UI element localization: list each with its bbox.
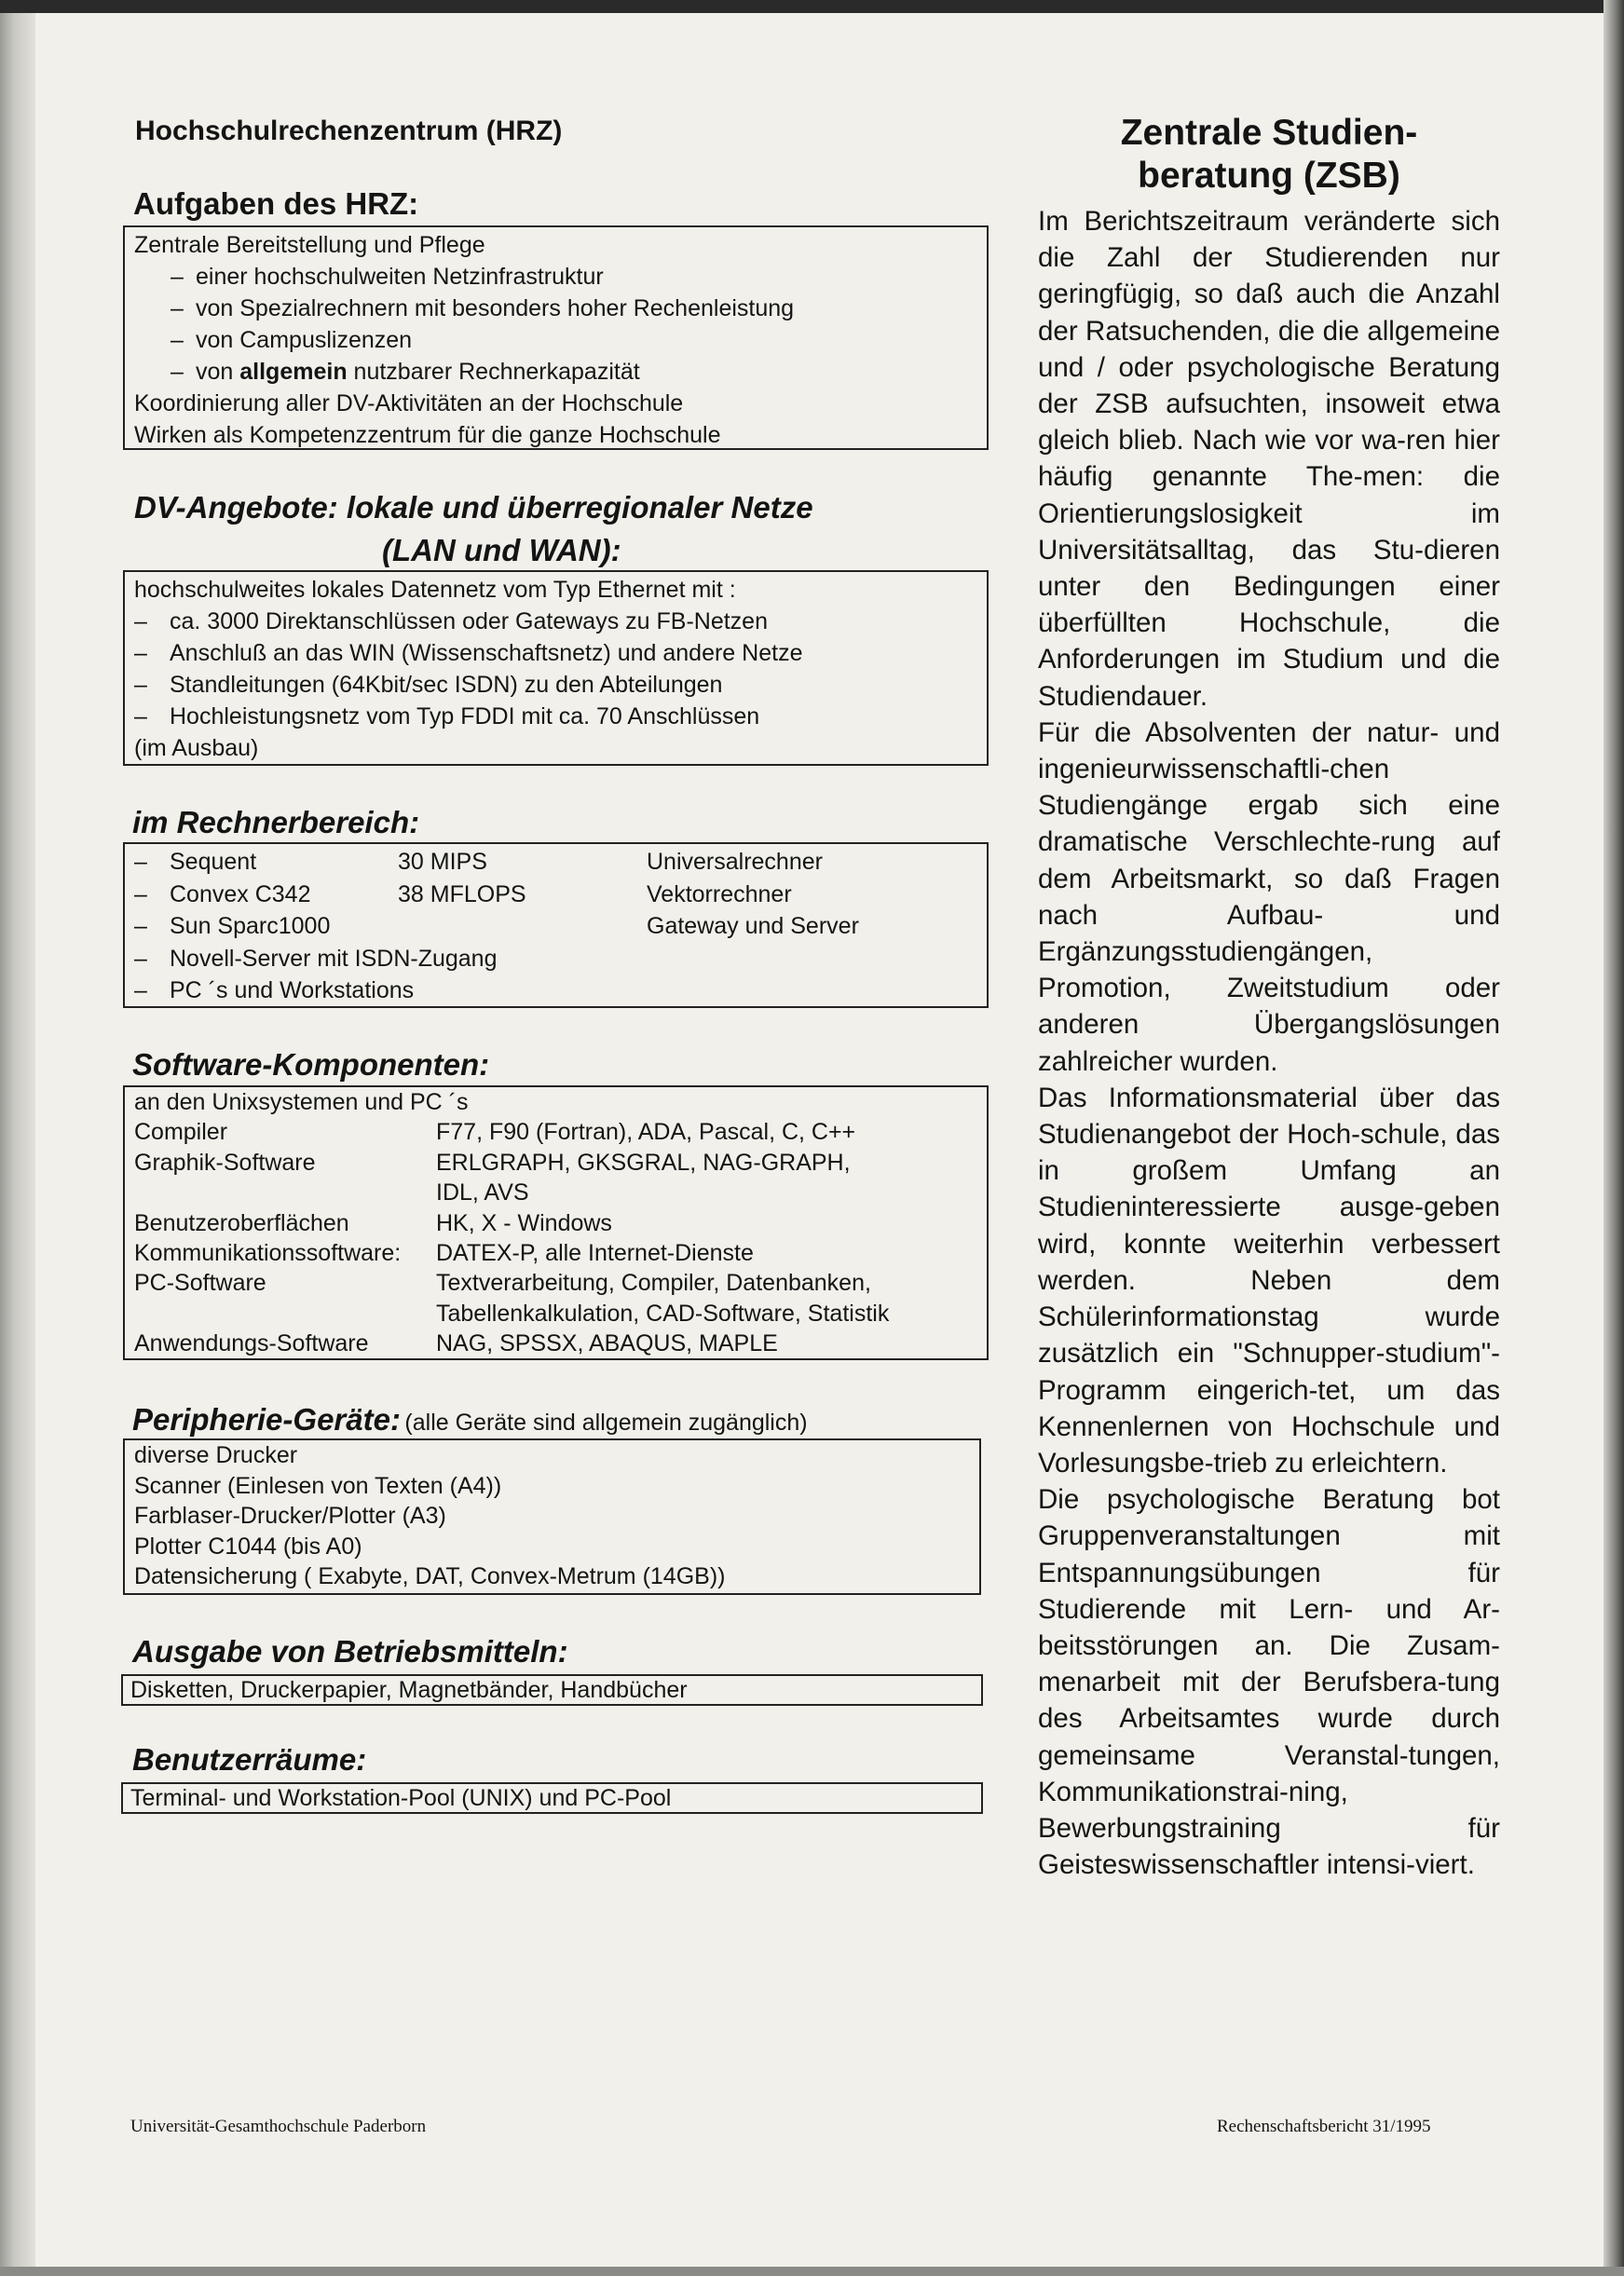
dv-item: – Anschluß an das WIN (Wissenschaftsnetz) und andere Netze bbox=[134, 640, 803, 666]
software-row: Benutzeroberflächen HK, X - Windows bbox=[134, 1209, 612, 1236]
betrieb-box bbox=[121, 1674, 983, 1706]
aufgaben-line: Koordinierung aller DV-Aktivitäten an der Hochschule bbox=[134, 390, 684, 416]
zsb-column bbox=[1038, 112, 1500, 1883]
software-heading: Software-Komponenten: bbox=[132, 1047, 490, 1082]
software-row: PC-Software Textverarbeitung, Compiler, Datenbanken, bbox=[134, 1270, 871, 1297]
aufgaben-box bbox=[123, 225, 989, 450]
dv-item: – Hochleistungsnetz vom Typ FDDI mit ca. 70 Anschlüssen bbox=[134, 703, 760, 729]
aufgaben-item: – von allgemein nutzbarer Rechnerkapazität bbox=[171, 359, 640, 385]
raeume-box bbox=[121, 1782, 983, 1814]
peripherie-note: (alle Geräte sind allgemein zugänglich) bbox=[404, 1410, 808, 1436]
peripherie-box bbox=[123, 1438, 981, 1595]
aufgaben-item: – einer hochschulweiten Netzinfrastruktur bbox=[171, 264, 604, 290]
software-row: IDL, AVS bbox=[436, 1179, 529, 1206]
footer-report: Rechenschaftsbericht 31/1995 bbox=[1217, 2117, 1431, 2136]
rechner-box bbox=[123, 842, 989, 1008]
betrieb-heading: Ausgabe von Betriebsmitteln: bbox=[132, 1634, 568, 1669]
zsb-title bbox=[1038, 112, 1500, 198]
dv-item: – Standleitungen (64Kbit/sec ISDN) zu den Abteilungen bbox=[134, 672, 723, 698]
rechner-row: – Novell-Server mit ISDN-Zugang bbox=[134, 945, 498, 972]
aufgaben-line: Zentrale Bereitstellung und Pflege bbox=[134, 232, 485, 258]
peripherie-header bbox=[132, 1402, 808, 1438]
dv-intro: hochschulweites lokales Datennetz vom Typ Ethernet mit : bbox=[134, 577, 736, 603]
raeume-heading: Benutzerräume: bbox=[132, 1742, 367, 1777]
scan-bottom-edge bbox=[0, 2267, 1624, 2276]
rechner-row: – PC ´s und Workstations bbox=[134, 977, 415, 1003]
dv-tail: (im Ausbau) bbox=[134, 735, 259, 761]
software-row: Graphik-Software ERLGRAPH, GKSGRAL, NAG-GRAPH, bbox=[134, 1149, 851, 1176]
aufgaben-item: – von Campuslizenzen bbox=[171, 327, 413, 353]
dv-item: – ca. 3000 Direktanschlüssen oder Gateways zu FB-Netzen bbox=[134, 608, 768, 634]
zsb-title-line-1: Zentrale Studien- bbox=[1120, 113, 1418, 153]
dv-box bbox=[123, 570, 989, 766]
binding-shadow bbox=[0, 0, 35, 2276]
peripherie-item: Plotter C1044 (bis A0) bbox=[134, 1533, 362, 1560]
software-row: Compiler F77, F90 (Fortran), ADA, Pascal, C, C++ bbox=[134, 1119, 856, 1146]
scan-right-edge bbox=[1604, 0, 1624, 2276]
software-row: Kommunikationssoftware: DATEX-P, alle Internet-Dienste bbox=[134, 1240, 754, 1267]
dv-heading-2: (LAN und WAN): bbox=[382, 533, 621, 567]
scan-top-edge bbox=[0, 0, 1624, 13]
rechner-row: – Sequent 30 MIPS Universalrechner bbox=[134, 849, 823, 875]
raeume-text: Terminal- und Workstation-Pool (UNIX) und PC-Pool bbox=[130, 1785, 672, 1811]
zsb-title-line-2: beratung (ZSB) bbox=[1138, 156, 1400, 196]
software-intro: an den Unixsystemen und PC ´s bbox=[134, 1089, 469, 1115]
zsb-paragraph: Für die Absolventen der natur- und ingenieurwissenschaftli-chen Studiengänge ergab sich eine dramatische Verschlechte-rung auf dem Arbeitsmarkt, so daß Fragen nach Aufbau- und Ergänzungsstudiengängen, Promotion, Zweitstudium oder anderen Übergangslösungen zahlreicher wurden. bbox=[1038, 716, 1500, 1077]
peripherie-item: Datensicherung ( Exabyte, DAT, Convex-Metrum (14GB)) bbox=[134, 1563, 726, 1590]
hrz-title: Hochschulrechenzentrum (HRZ) bbox=[135, 116, 563, 146]
rechner-row: – Sun Sparc1000 Gateway und Server bbox=[134, 913, 859, 939]
peripherie-item: Farblaser-Drucker/Plotter (A3) bbox=[134, 1503, 446, 1530]
betrieb-text: Disketten, Druckerpapier, Magnetbänder, Handbücher bbox=[130, 1677, 688, 1703]
peripherie-heading: Peripherie-Geräte: bbox=[132, 1402, 401, 1437]
zsb-paragraph: Die psychologische Beratung bot Gruppenveranstaltungen mit Entspannungsübungen für Studierende mit Lern- und Ar-beitsstörungen an. Die Zusam-menarbeit mit der Berufsbera-tung des Arbeitsamtes wurde durch gemeinsame Veranstal-tungen, Kommunikationstrai-ning, Bewerbungstraining für Geisteswissenschaftler intensi-viert. bbox=[1038, 1484, 1500, 1881]
peripherie-item: diverse Drucker bbox=[134, 1442, 298, 1468]
aufgaben-heading: Aufgaben des HRZ: bbox=[133, 186, 419, 221]
aufgaben-line: Wirken als Kompetenzzentrum für die ganze Hochschule bbox=[134, 422, 721, 448]
rechner-row: – Convex C342 38 MFLOPS Vektorrechner bbox=[134, 880, 792, 907]
zsb-paragraph: Das Informationsmaterial über das Studienangebot der Hoch-schule, das in großem Umfang an Studieninteressierte ausge-geben wird, konnte weiterhin verbessert werden. Neben dem Schülerinformationstag wurde zusätzlich ein "Schnupper-studium"-Programm eingerich-tet, um das Kennenlernen von Hochschule und Vorlesungsbe-trieb zu erleichtern. bbox=[1038, 1082, 1500, 1479]
software-row: Anwendungs-Software NAG, SPSSX, ABAQUS, MAPLE bbox=[134, 1330, 778, 1357]
dv-heading: DV-Angebote: lokale und überregionaler Netze bbox=[134, 490, 813, 525]
software-row: Tabellenkalkulation, CAD-Software, Statistik bbox=[436, 1300, 890, 1327]
software-box bbox=[123, 1085, 989, 1360]
aufgaben-item: – von Spezialrechnern mit besonders hoher Rechenleistung bbox=[171, 295, 795, 321]
rechner-heading: im Rechnerbereich: bbox=[132, 805, 420, 839]
zsb-text bbox=[1038, 203, 1500, 1883]
peripherie-item: Scanner (Einlesen von Texten (A4)) bbox=[134, 1472, 502, 1499]
zsb-paragraph: Im Berichtszeitraum veränderte sich die Zahl der Studierenden nur geringfügig, so daß auch die Anzahl der Ratsuchenden, die die allgemeine und / oder psychologische Beratung der ZSB aufsuchten, insoweit etwa gleich blieb. Nach wie vor wa-ren hier häufig genannte The-men: die Orientierungslosigkeit im Universitätsalltag, das Stu-dieren unter den Bedingungen einer überfüllten Hochschule, die Anforderungen im Studium und die Studiendauer. bbox=[1038, 206, 1500, 712]
footer-university: Universität-Gesamthochschule Paderborn bbox=[130, 2117, 427, 2136]
